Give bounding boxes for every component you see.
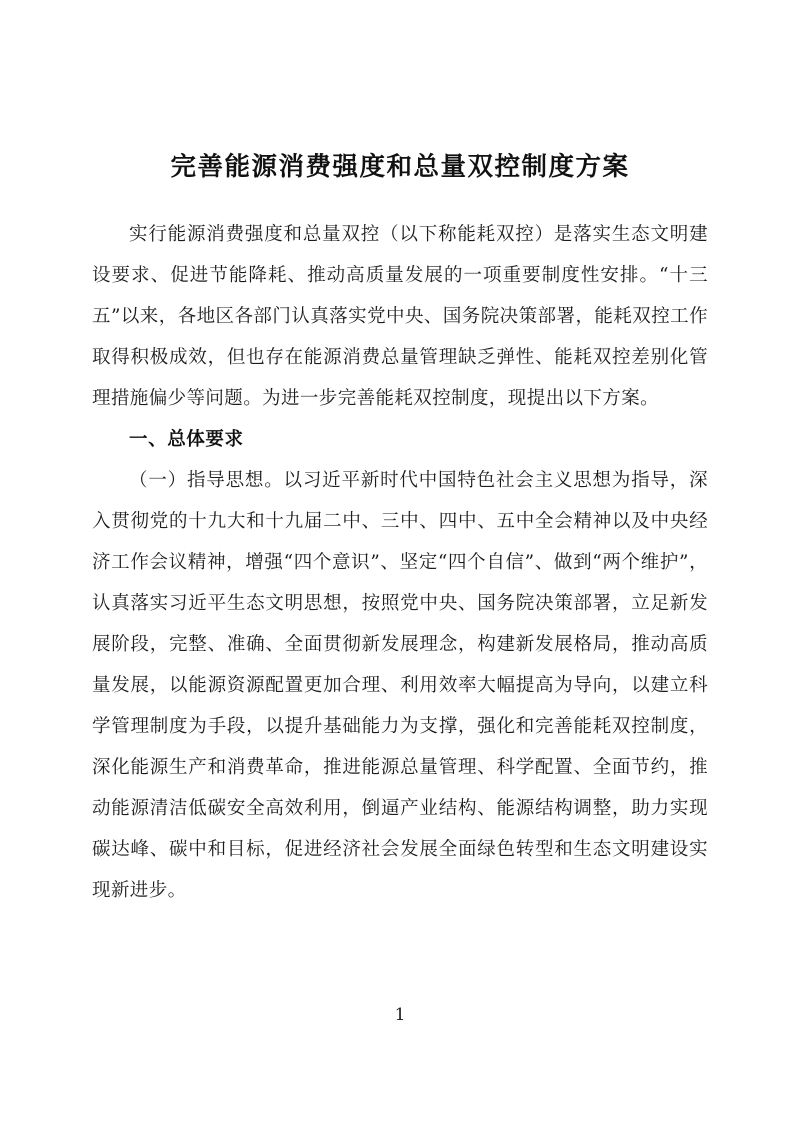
paragraph-guiding-thought: （一）指导思想。以习近平新时代中国特色社会主义思想为指导，深入贯彻党的十九大和十九届二中、三中、四中、五中全会精神以及中央经济工作会议精神，增强“四个意识”、坚定“四个自信”、做到“两个维护”，认真落实习近平生态文明思想，按照党中央、国务院决策部署，立足新发展阶段，完整、准确、全面贯彻新发展理念，构建新发展格局，推动高质量发展，以能源资源配置更加合理、利用效率大幅提高为导向，以建立科学管理制度为手段，以提升基础能力为支撑，强化和完善能耗双控制度，深化能源生产和消费革命，推进能源总量管理、科学配置、全面节约，推动能源清洁低碳安全高效利用，倒逼产业结构、能源结构调整，助力实现碳达峰、碳中和目标，促进经济社会发展全面绿色转型和生态文明建设实现新进步。	[92, 469, 708, 901]
page-title: 完善能源消费强度和总量双控制度方案	[170, 152, 630, 182]
page-number: 1	[394, 1005, 406, 1025]
section-heading-overall-requirements: 一、总体要求	[129, 428, 244, 450]
paragraph-intro: 实行能源消费强度和总量双控（以下称能耗双控）是落实生态文明建设要求、促进节能降耗、推动高质量发展的一项重要制度性安排。“十三五”以来，各地区各部门认真落实党中央、国务院决策部署，能耗双控工作取得积极成效，但也存在能源消费总量管理缺乏弹性、能耗双控差别化管理措施偏少等问题。为进一步完善能耗双控制度，现提出以下方案。	[92, 223, 708, 409]
